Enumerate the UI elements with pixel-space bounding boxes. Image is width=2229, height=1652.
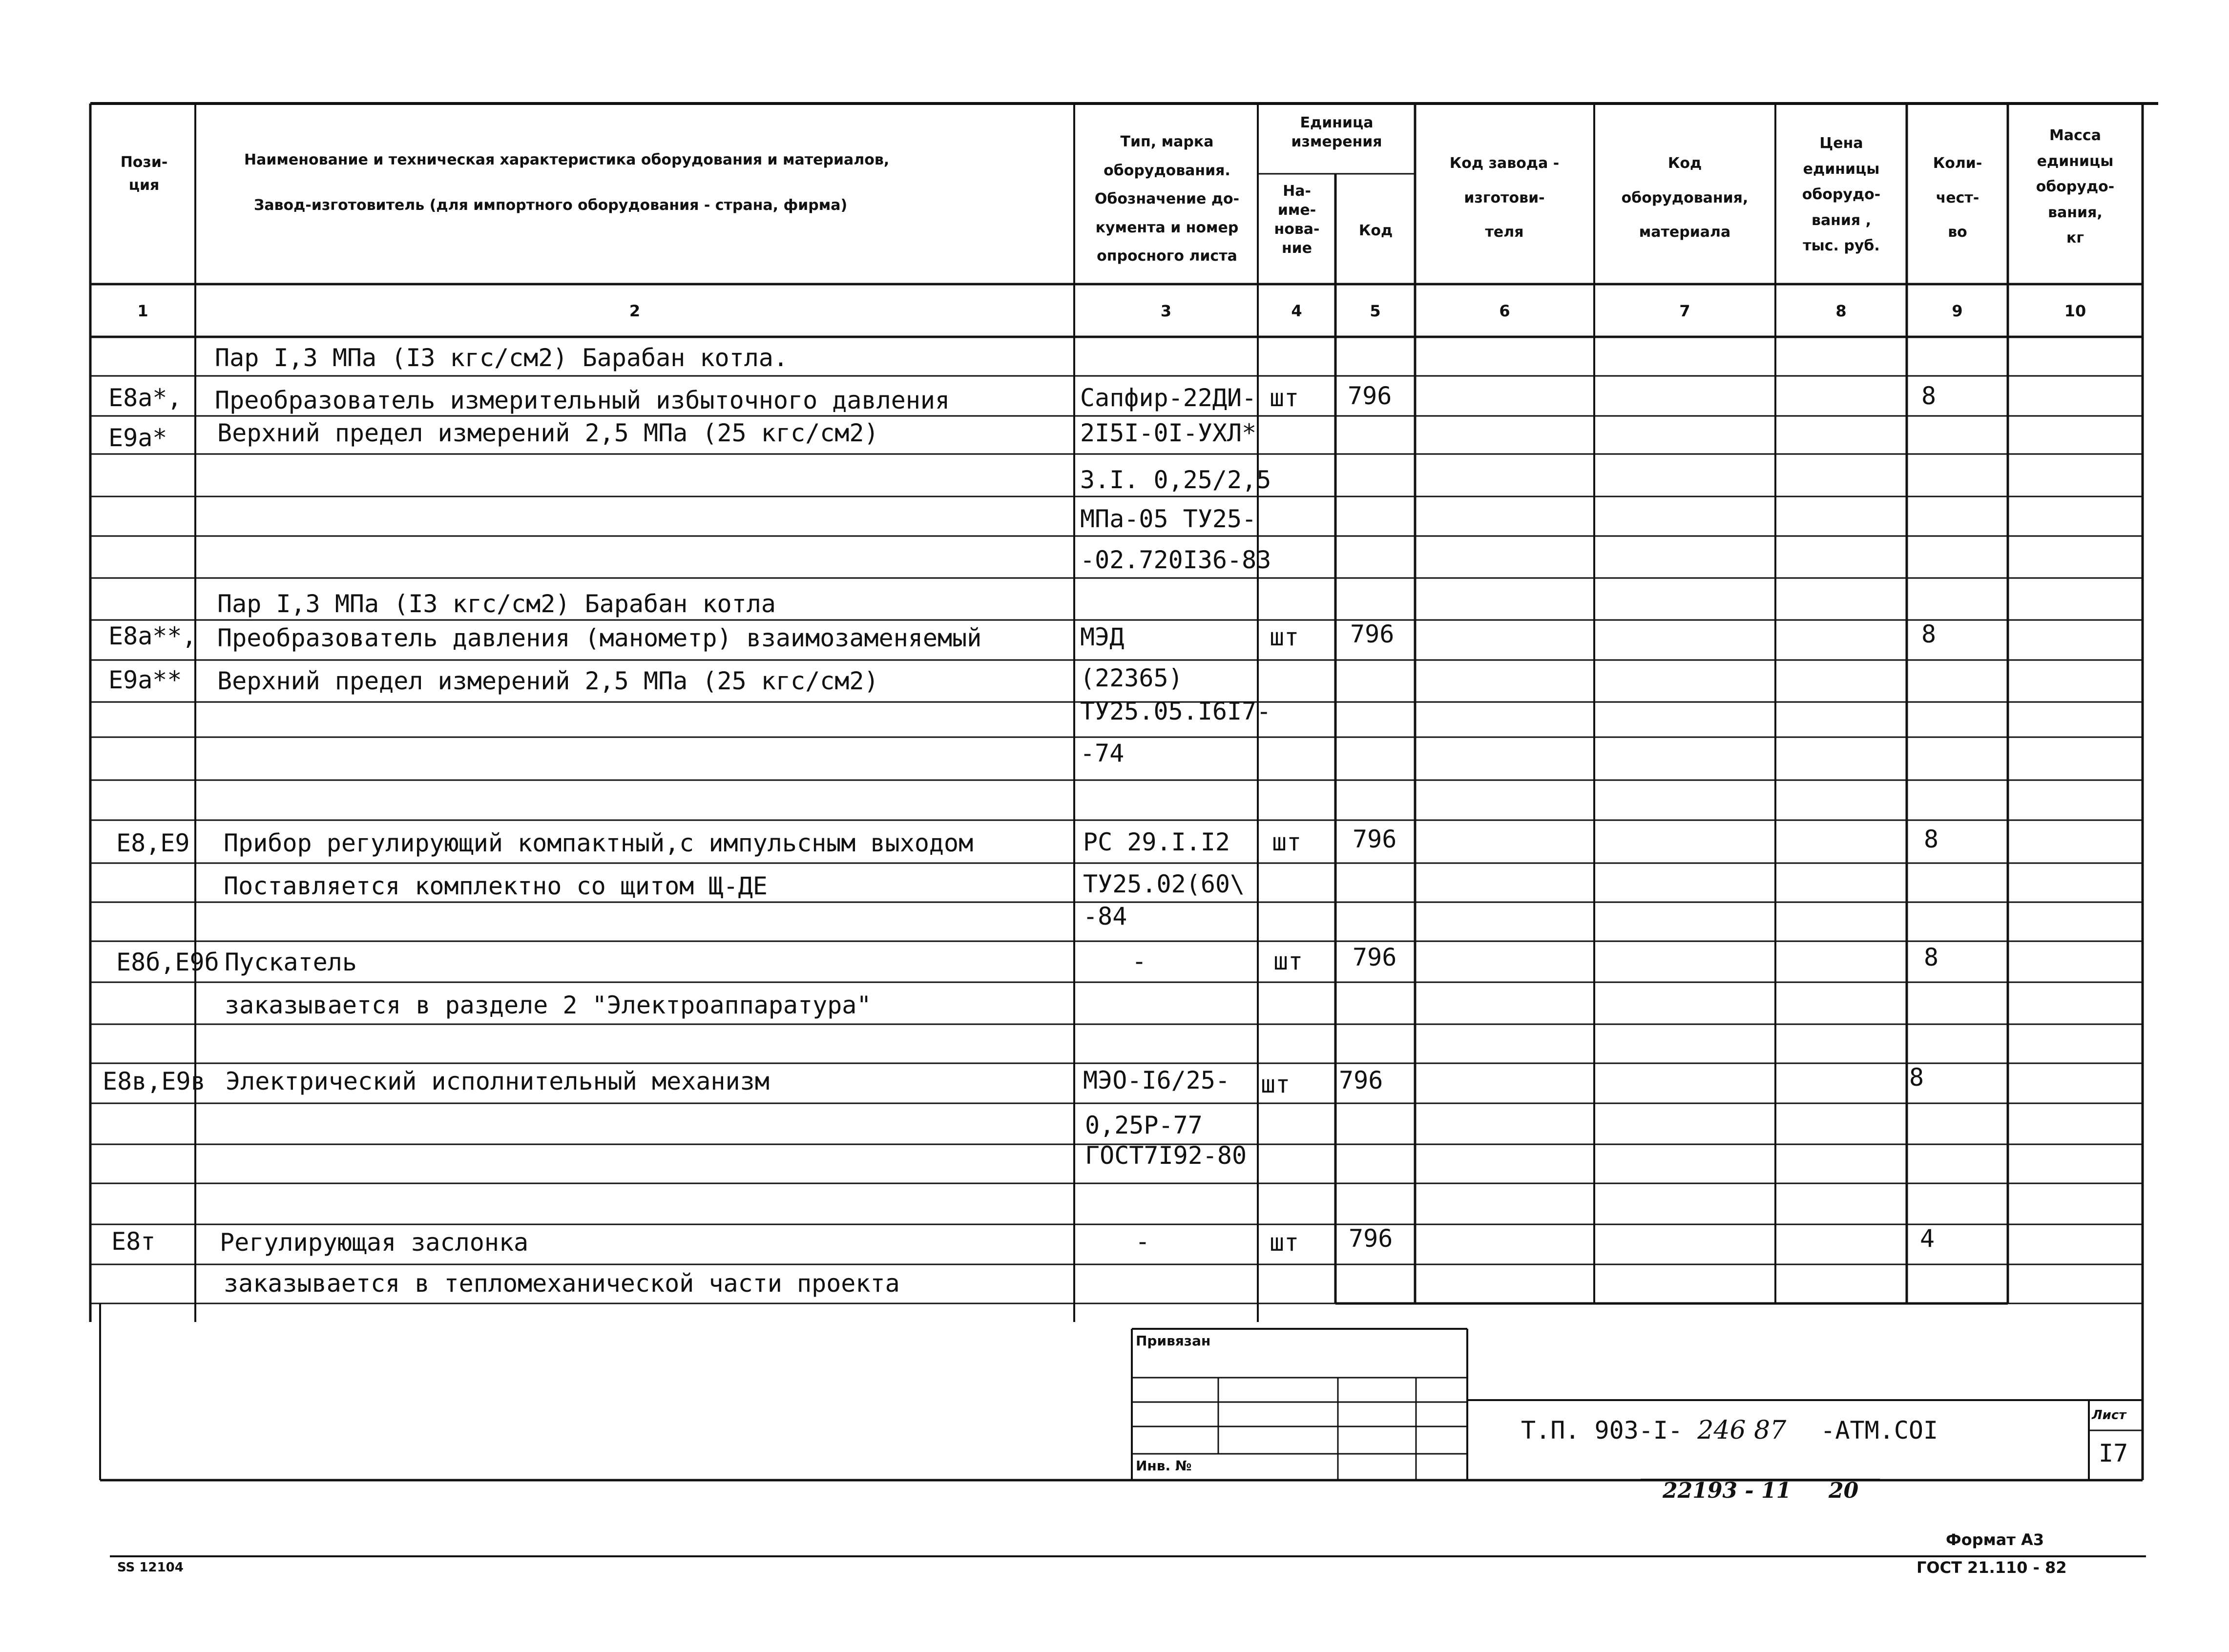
row-quantity: 8 xyxy=(1921,382,1937,410)
header-unit-price-line4: вания , xyxy=(1811,211,1872,229)
gost-label: ГОСТ 21.110 - 82 xyxy=(1917,1558,2067,1577)
row-type: 3.I. 0,25/2,5 xyxy=(1080,466,1271,494)
row-code: 796 xyxy=(1353,943,1397,971)
row-type: МПа-05 ТУ25- xyxy=(1080,505,1257,533)
row-type: -02.720I36-83 xyxy=(1080,546,1271,574)
header-name-line1: Наименование и техническая характеристика оборудования и материалов, xyxy=(244,151,890,168)
row-unit: шт xyxy=(1270,1228,1299,1257)
header-unit-name-line2: име- xyxy=(1277,202,1316,219)
row-position: Е9а* xyxy=(108,424,167,452)
designation-prefix: Т.П. 903-I- xyxy=(1521,1416,1683,1445)
row-type: МЭО-I6/25- xyxy=(1083,1066,1230,1094)
row-code: 796 xyxy=(1349,1224,1393,1253)
header-position-line1: Пози- xyxy=(120,154,168,171)
header-type-line3: Обозначение до- xyxy=(1094,190,1240,207)
header-unit-name xyxy=(1260,182,1334,258)
designation-suffix: -АТМ.COI xyxy=(1820,1416,1938,1445)
row-position: Е8,Е9 xyxy=(116,829,190,857)
row-type: ТУ25.05.I6I7- xyxy=(1080,697,1271,725)
header-type-line5: опросного листа xyxy=(1097,248,1237,265)
header-unit xyxy=(1260,113,1414,151)
handwritten-number: 22193 - 11 xyxy=(1663,1478,1792,1503)
colnum-1: 1 xyxy=(137,302,148,320)
row-position: Е9а** xyxy=(108,666,182,694)
row-code: 796 xyxy=(1350,620,1395,648)
header-unit-code-label: Код xyxy=(1358,222,1393,239)
row-name: Преобразователь давления (манометр) взаимозаменяемый xyxy=(217,624,982,652)
row-quantity: 8 xyxy=(1924,943,1939,971)
row-type: -84 xyxy=(1083,902,1127,930)
row-unit: шт xyxy=(1261,1070,1291,1098)
header-factory-code-line3: теля xyxy=(1485,224,1524,241)
header-type-line4: кумента и номер xyxy=(1095,219,1239,236)
header-unit-name-line3: нова- xyxy=(1274,221,1320,238)
header-factory-code-line1: Код завода - xyxy=(1449,155,1560,172)
colnum-4: 4 xyxy=(1291,302,1302,320)
header-unit-code xyxy=(1338,220,1414,243)
row-quantity: 8 xyxy=(1924,825,1939,853)
format-label: Формат А3 xyxy=(1946,1530,2044,1549)
colnum-7: 7 xyxy=(1679,302,1690,320)
header-equipment-code-line2: оборудования, xyxy=(1621,189,1749,206)
header-unit-mass-line3: оборудо- xyxy=(2036,178,2115,195)
row-code: 796 xyxy=(1339,1066,1383,1094)
header-unit-mass-line5: кг xyxy=(2066,229,2084,247)
header-factory-code xyxy=(1416,146,1593,250)
header-type-line2: оборудования. xyxy=(1104,162,1230,179)
header-unit-price-line3: оборудо- xyxy=(1802,186,1881,203)
row-quantity: 4 xyxy=(1920,1224,1935,1253)
header-quantity xyxy=(1908,146,2007,250)
row-type: ГОСТ7I92-80 xyxy=(1085,1141,1247,1170)
sheet-number: I7 xyxy=(2099,1439,2128,1467)
header-quantity-line1: Коли- xyxy=(1933,155,1982,172)
row-position: Е8а**, xyxy=(108,622,197,650)
colnum-5: 5 xyxy=(1370,302,1381,320)
header-unit-mass-line4: вания, xyxy=(2048,204,2103,221)
row-type: 2I5I-0I-УХЛ* xyxy=(1080,419,1257,447)
row-type: 0,25Р-77 xyxy=(1085,1111,1203,1139)
colnum-3: 3 xyxy=(1160,302,1172,320)
header-equipment-code xyxy=(1596,146,1774,250)
row-quantity: 8 xyxy=(1921,620,1937,648)
row-position: Е8в,Е9в xyxy=(103,1067,206,1095)
sheet-label: Лист xyxy=(2092,1408,2126,1423)
header-position xyxy=(103,151,186,197)
row-position: Е8т xyxy=(111,1227,156,1256)
row-name: Верхний предел измерений 2,5 МПа (25 кгс/см2) xyxy=(217,667,879,695)
row-name: Пар I,3 МПа (I3 кгс/см2) Барабан котла. xyxy=(215,344,788,372)
row-type: МЭД xyxy=(1080,623,1125,651)
document-designation xyxy=(1521,1418,1938,1443)
colnum-10: 10 xyxy=(2064,302,2086,320)
row-name: заказывается в тепломеханической части проекта xyxy=(224,1269,900,1298)
colnum-9: 9 xyxy=(1952,302,1963,320)
header-factory-code-line2: изготови- xyxy=(1464,189,1545,206)
header-unit-mass-line2: единицы xyxy=(2037,152,2114,170)
colnum-8: 8 xyxy=(1835,302,1847,320)
row-name: Прибор регулирующий компактный,с импульсным выходом xyxy=(224,829,974,857)
row-type: РС 29.I.I2 xyxy=(1083,828,1230,856)
header-unit-price xyxy=(1777,131,1905,259)
row-unit: шт xyxy=(1272,828,1302,856)
header-type xyxy=(1079,128,1255,271)
stamp-privyazan: Привязан xyxy=(1136,1333,1211,1349)
row-code: 796 xyxy=(1348,382,1392,410)
row-code: 796 xyxy=(1353,825,1397,853)
header-equipment-code-line1: Код xyxy=(1667,155,1702,172)
header-name xyxy=(244,149,889,217)
header-type-line1: Тип, марка xyxy=(1120,133,1214,150)
colnum-2: 2 xyxy=(629,302,641,320)
row-type: (22365) xyxy=(1080,664,1183,692)
row-name: Преобразователь измерительный избыточного давления xyxy=(215,386,950,414)
header-unit-line2: измерения xyxy=(1291,133,1382,150)
stamp-inv-number: Инв. № xyxy=(1136,1458,1192,1474)
row-name: Регулирующая заслонка xyxy=(220,1228,529,1257)
row-type: - xyxy=(1132,947,1147,975)
row-unit: шт xyxy=(1270,384,1299,412)
row-name: Поставляется комплектно со щитом Щ-ДЕ xyxy=(224,872,768,900)
colnum-6: 6 xyxy=(1499,302,1510,320)
row-unit: шт xyxy=(1270,623,1299,651)
handwritten-page: 20 xyxy=(1829,1478,1859,1503)
header-quantity-line2: чест- xyxy=(1936,189,1979,206)
row-name: Верхний предел измерений 2,5 МПа (25 кгс/см2) xyxy=(217,419,879,447)
printer-code: SS 12104 xyxy=(117,1560,184,1575)
header-unit-line1: Единица xyxy=(1300,114,1374,131)
row-name: Электрический исполнительный механизм xyxy=(226,1067,770,1095)
header-unit-name-line1: На- xyxy=(1283,183,1311,200)
header-unit-price-line2: единицы xyxy=(1803,160,1880,178)
row-type: ТУ25.02(60\ xyxy=(1083,870,1245,898)
row-type: -74 xyxy=(1080,739,1125,767)
row-quantity: 8 xyxy=(1909,1063,1924,1092)
row-position: Е8б,Е9б xyxy=(116,948,219,976)
header-unit-mass xyxy=(2009,123,2141,251)
row-position: Е8а*, xyxy=(108,384,182,412)
row-unit: шт xyxy=(1273,947,1303,975)
header-name-line2: Завод-изготовитель (для импортного оборудования - страна, фирма) xyxy=(254,196,848,214)
row-name: Пар I,3 МПа (I3 кгс/см2) Барабан котла xyxy=(217,590,776,618)
header-unit-price-line5: тыс. руб. xyxy=(1803,237,1880,254)
header-equipment-code-line3: материала xyxy=(1639,224,1731,241)
header-quantity-line3: во xyxy=(1948,224,1967,241)
row-name: Пускатель xyxy=(225,948,357,976)
row-type: - xyxy=(1135,1227,1150,1256)
header-unit-mass-line1: Масса xyxy=(2049,127,2101,144)
designation-handwritten: 246 87 xyxy=(1697,1416,1787,1445)
header-position-line2: ция xyxy=(128,176,160,194)
header-unit-price-line1: Цена xyxy=(1819,135,1863,152)
row-type: Сапфир-22ДИ- xyxy=(1080,384,1257,412)
header-unit-name-line4: ние xyxy=(1281,240,1312,257)
row-name: заказывается в разделе 2 "Электроаппаратура" xyxy=(225,991,872,1019)
